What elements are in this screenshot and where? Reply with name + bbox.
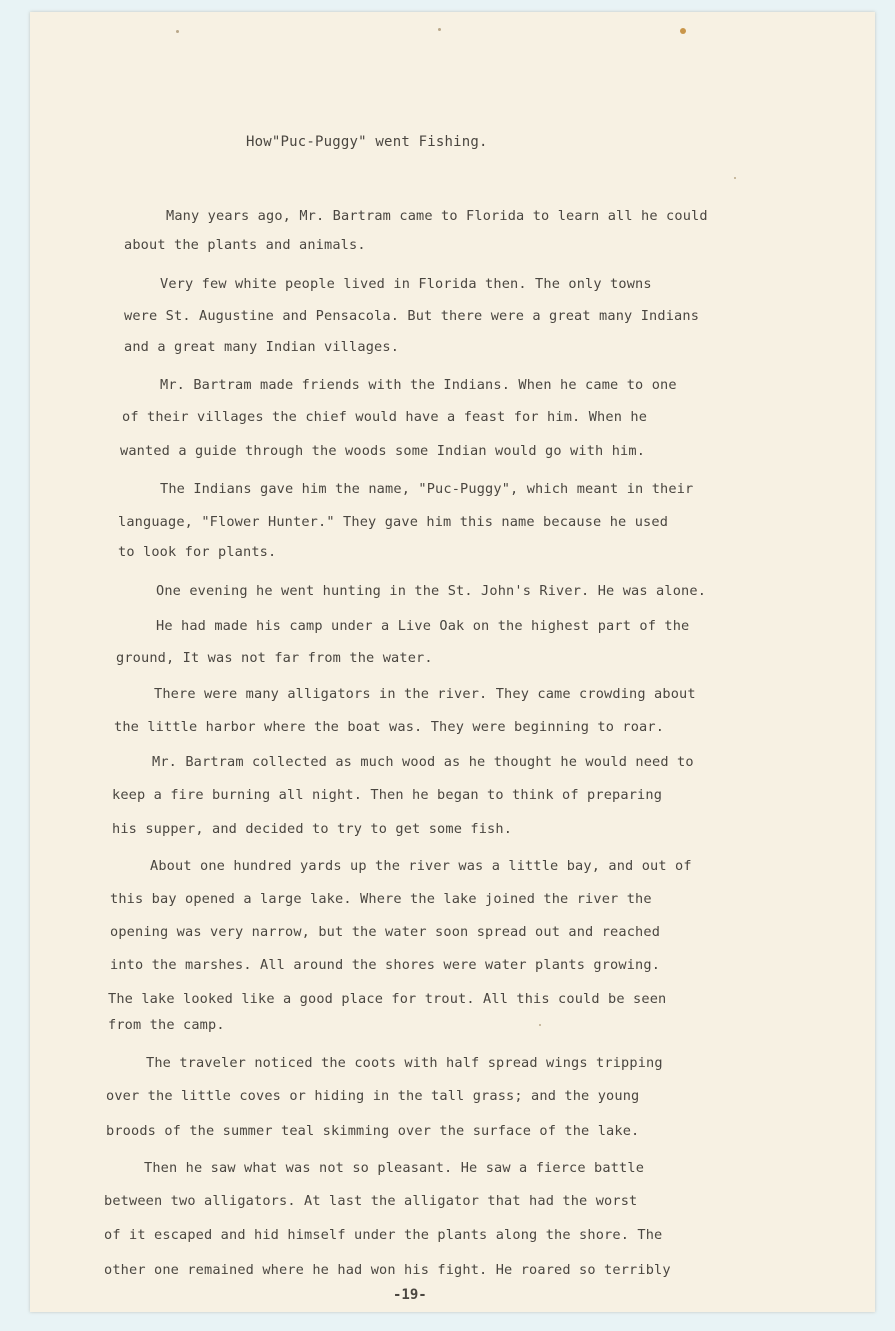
document-page — [30, 12, 875, 1312]
text-line: and a great many Indian villages. — [124, 339, 400, 355]
text-line: were St. Augustine and Pensacola. But there were a great many Indians — [124, 308, 700, 324]
text-line: into the marshes. All around the shores were water plants growing. — [110, 957, 661, 973]
text-line: About one hundred yards up the river was a little bay, and out of — [150, 858, 692, 874]
document-title: How"Puc-Puggy" went Fishing. — [246, 134, 488, 150]
paper-speck — [438, 28, 441, 31]
text-line: other one remained where he had won his fight. He roared so terribly — [104, 1262, 671, 1278]
text-line: over the little coves or hiding in the tall grass; and the young — [106, 1088, 640, 1104]
text-line: opening was very narrow, but the water soon spread out and reached — [110, 924, 661, 940]
page-number: -19- — [393, 1287, 427, 1303]
paper-speck — [539, 1024, 541, 1026]
text-line: of their villages the chief would have a feast for him. When he — [122, 409, 648, 425]
paper-speck — [680, 28, 686, 34]
text-line: broods of the summer teal skimming over the surface of the lake. — [106, 1123, 640, 1139]
text-line: Then he saw what was not so pleasant. He saw a fierce battle — [144, 1160, 645, 1176]
text-line: The Indians gave him the name, "Puc-Puggy", which meant in their — [160, 481, 694, 497]
text-line: this bay opened a large lake. Where the lake joined the river the — [110, 891, 652, 907]
text-line: of it escaped and hid himself under the plants along the shore. The — [104, 1227, 663, 1243]
text-line: the little harbor where the boat was. They were beginning to roar. — [114, 719, 665, 735]
text-line: ground, It was not far from the water. — [116, 650, 433, 666]
text-line: from the camp. — [108, 1017, 225, 1033]
text-line: to look for plants. — [118, 544, 277, 560]
paper-speck — [176, 30, 179, 33]
text-line: wanted a guide through the woods some Indian would go with him. — [120, 443, 646, 459]
text-line: his supper, and decided to try to get some fish. — [112, 821, 513, 837]
text-line: One evening he went hunting in the St. John's River. He was alone. — [156, 583, 707, 599]
text-line: There were many alligators in the river. They came crowding about — [154, 686, 696, 702]
text-line: Mr. Bartram collected as much wood as he thought he would need to — [152, 754, 694, 770]
text-line: about the plants and animals. — [124, 237, 366, 253]
paper-speck — [734, 177, 736, 179]
text-line: language, "Flower Hunter." They gave him this name because he used — [118, 514, 669, 530]
text-line: Many years ago, Mr. Bartram came to Florida to learn all he could — [166, 208, 708, 224]
text-line: Very few white people lived in Florida then. The only towns — [160, 276, 652, 292]
text-line: between two alligators. At last the alligator that had the worst — [104, 1193, 638, 1209]
text-line: The traveler noticed the coots with half spread wings tripping — [146, 1055, 663, 1071]
text-line: keep a fire burning all night. Then he began to think of preparing — [112, 787, 663, 803]
text-line: The lake looked like a good place for trout. All this could be seen — [108, 991, 667, 1007]
text-line: He had made his camp under a Live Oak on the highest part of the — [156, 618, 690, 634]
text-line: Mr. Bartram made friends with the Indians. When he came to one — [160, 377, 677, 393]
